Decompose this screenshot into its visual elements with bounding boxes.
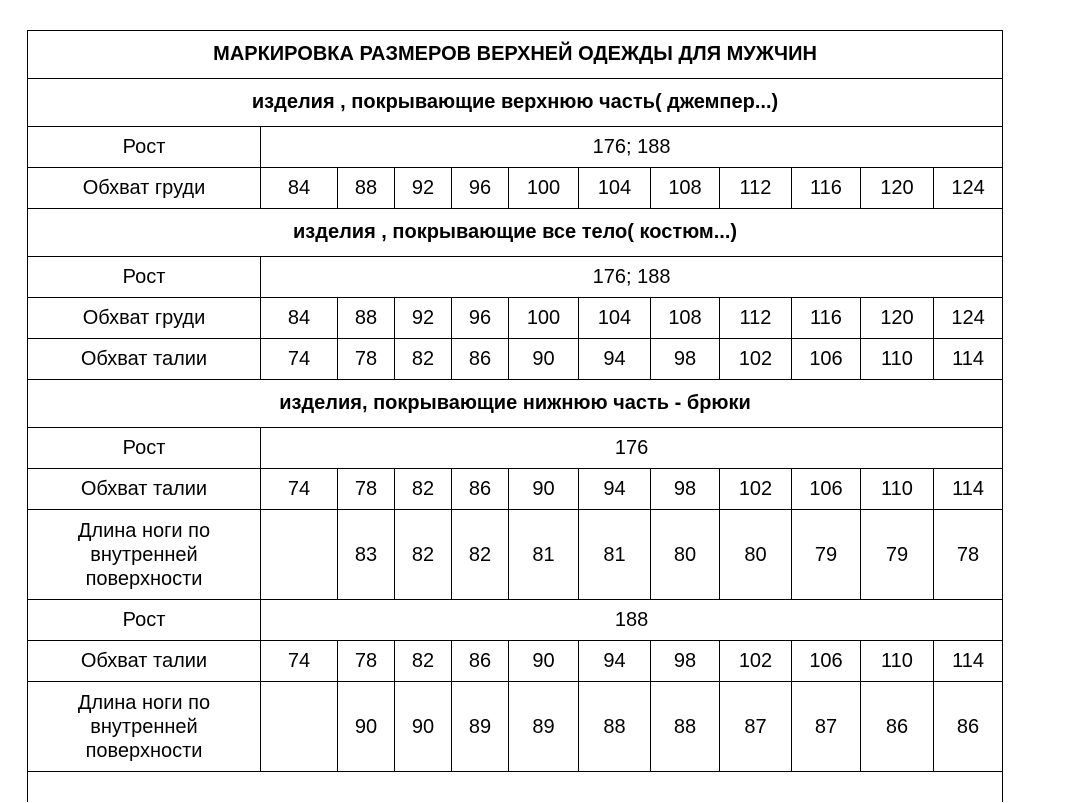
section-heading: изделия , покрывающие все тело( костюм...) (28, 209, 1003, 257)
table-title: МАРКИРОВКА РАЗМЕРОВ ВЕРХНЕЙ ОДЕЖДЫ ДЛЯ МУЖЧИН (28, 31, 1003, 79)
height-value: 176; 188 (261, 257, 1003, 298)
value-cell: 104 (579, 298, 651, 339)
value-cell: 112 (720, 298, 792, 339)
value-cell: 82 (395, 339, 452, 380)
empty-cell (28, 772, 1003, 803)
height-value: 188 (261, 600, 1003, 641)
height-row (28, 600, 1003, 641)
value-cell: 94 (579, 469, 651, 510)
value-cell: 86 (861, 682, 934, 772)
value-cell: 106 (792, 339, 861, 380)
row-label-line: Длина ноги по (77, 519, 211, 542)
value-cell: 74 (261, 641, 338, 682)
value-cell: 96 (452, 168, 509, 209)
value-cell: 116 (792, 168, 861, 209)
height-value: 176; 188 (261, 127, 1003, 168)
value-cell (261, 510, 338, 600)
value-cell: 106 (792, 641, 861, 682)
value-cell: 110 (861, 339, 934, 380)
section-heading-row (28, 380, 1003, 428)
value-cell: 90 (338, 682, 395, 772)
table-row (28, 298, 1003, 339)
value-cell: 88 (651, 682, 720, 772)
height-row (28, 257, 1003, 298)
table-row (28, 339, 1003, 380)
row-label-line: внутренней (90, 543, 198, 566)
value-cell: 90 (509, 339, 579, 380)
value-cell: 114 (934, 339, 1003, 380)
value-cell: 124 (934, 298, 1003, 339)
row-label-line: Длина ноги по (77, 691, 211, 714)
value-cell: 79 (861, 510, 934, 600)
value-cell: 82 (395, 510, 452, 600)
height-label: Рост (28, 257, 261, 298)
value-cell: 108 (651, 168, 720, 209)
value-cell: 89 (452, 682, 509, 772)
row-label-line: поверхности (85, 567, 203, 590)
value-cell: 98 (651, 641, 720, 682)
section-heading: изделия , покрывающие верхнюю часть( джемпер...) (28, 79, 1003, 127)
height-value: 176 (261, 428, 1003, 469)
value-cell: 110 (861, 641, 934, 682)
value-cell: 88 (579, 682, 651, 772)
value-cell: 86 (934, 682, 1003, 772)
row-label (28, 510, 261, 600)
value-cell: 100 (509, 168, 579, 209)
value-cell: 84 (261, 298, 338, 339)
value-cell: 87 (792, 682, 861, 772)
row-label-line: поверхности (85, 739, 203, 762)
value-cell: 83 (338, 510, 395, 600)
value-cell: 87 (720, 682, 792, 772)
value-cell: 92 (395, 298, 452, 339)
value-cell: 120 (861, 168, 934, 209)
value-cell: 78 (934, 510, 1003, 600)
value-cell: 102 (720, 469, 792, 510)
height-label: Рост (28, 127, 261, 168)
row-label: Обхват груди (28, 298, 261, 339)
section-heading-row (28, 79, 1003, 127)
value-cell: 80 (651, 510, 720, 600)
value-cell: 90 (395, 682, 452, 772)
value-cell: 110 (861, 469, 934, 510)
table-row (28, 168, 1003, 209)
size-table (27, 30, 1003, 802)
value-cell: 78 (338, 469, 395, 510)
height-row (28, 428, 1003, 469)
value-cell: 114 (934, 469, 1003, 510)
height-label: Рост (28, 428, 261, 469)
value-cell: 94 (579, 339, 651, 380)
value-cell: 94 (579, 641, 651, 682)
table-row (28, 682, 1003, 772)
value-cell: 102 (720, 339, 792, 380)
value-cell: 90 (509, 469, 579, 510)
table-row (28, 469, 1003, 510)
value-cell: 98 (651, 469, 720, 510)
value-cell: 92 (395, 168, 452, 209)
section-heading-row (28, 209, 1003, 257)
row-label-line: внутренней (90, 715, 198, 738)
value-cell: 81 (509, 510, 579, 600)
value-cell: 86 (452, 469, 509, 510)
value-cell: 80 (720, 510, 792, 600)
value-cell: 89 (509, 682, 579, 772)
value-cell: 102 (720, 641, 792, 682)
value-cell: 78 (338, 641, 395, 682)
row-label: Обхват талии (28, 469, 261, 510)
height-row (28, 127, 1003, 168)
height-label: Рост (28, 600, 261, 641)
section-heading: изделия, покрывающие нижнюю часть - брюки (28, 380, 1003, 428)
table-bottom-row (28, 772, 1003, 803)
value-cell: 82 (395, 469, 452, 510)
title-row (28, 31, 1003, 79)
table-row (28, 641, 1003, 682)
value-cell: 84 (261, 168, 338, 209)
value-cell: 90 (509, 641, 579, 682)
row-label: Обхват груди (28, 168, 261, 209)
value-cell: 79 (792, 510, 861, 600)
table-row (28, 510, 1003, 600)
value-cell: 74 (261, 469, 338, 510)
value-cell: 116 (792, 298, 861, 339)
value-cell: 106 (792, 469, 861, 510)
row-label (28, 682, 261, 772)
value-cell: 98 (651, 339, 720, 380)
value-cell: 78 (338, 339, 395, 380)
value-cell: 114 (934, 641, 1003, 682)
value-cell: 88 (338, 168, 395, 209)
value-cell: 96 (452, 298, 509, 339)
value-cell: 88 (338, 298, 395, 339)
value-cell: 81 (579, 510, 651, 600)
value-cell: 100 (509, 298, 579, 339)
value-cell: 112 (720, 168, 792, 209)
value-cell: 104 (579, 168, 651, 209)
value-cell: 124 (934, 168, 1003, 209)
value-cell: 120 (861, 298, 934, 339)
value-cell: 108 (651, 298, 720, 339)
value-cell: 74 (261, 339, 338, 380)
value-cell: 82 (452, 510, 509, 600)
value-cell (261, 682, 338, 772)
value-cell: 86 (452, 339, 509, 380)
value-cell: 86 (452, 641, 509, 682)
row-label: Обхват талии (28, 339, 261, 380)
row-label: Обхват талии (28, 641, 261, 682)
value-cell: 82 (395, 641, 452, 682)
